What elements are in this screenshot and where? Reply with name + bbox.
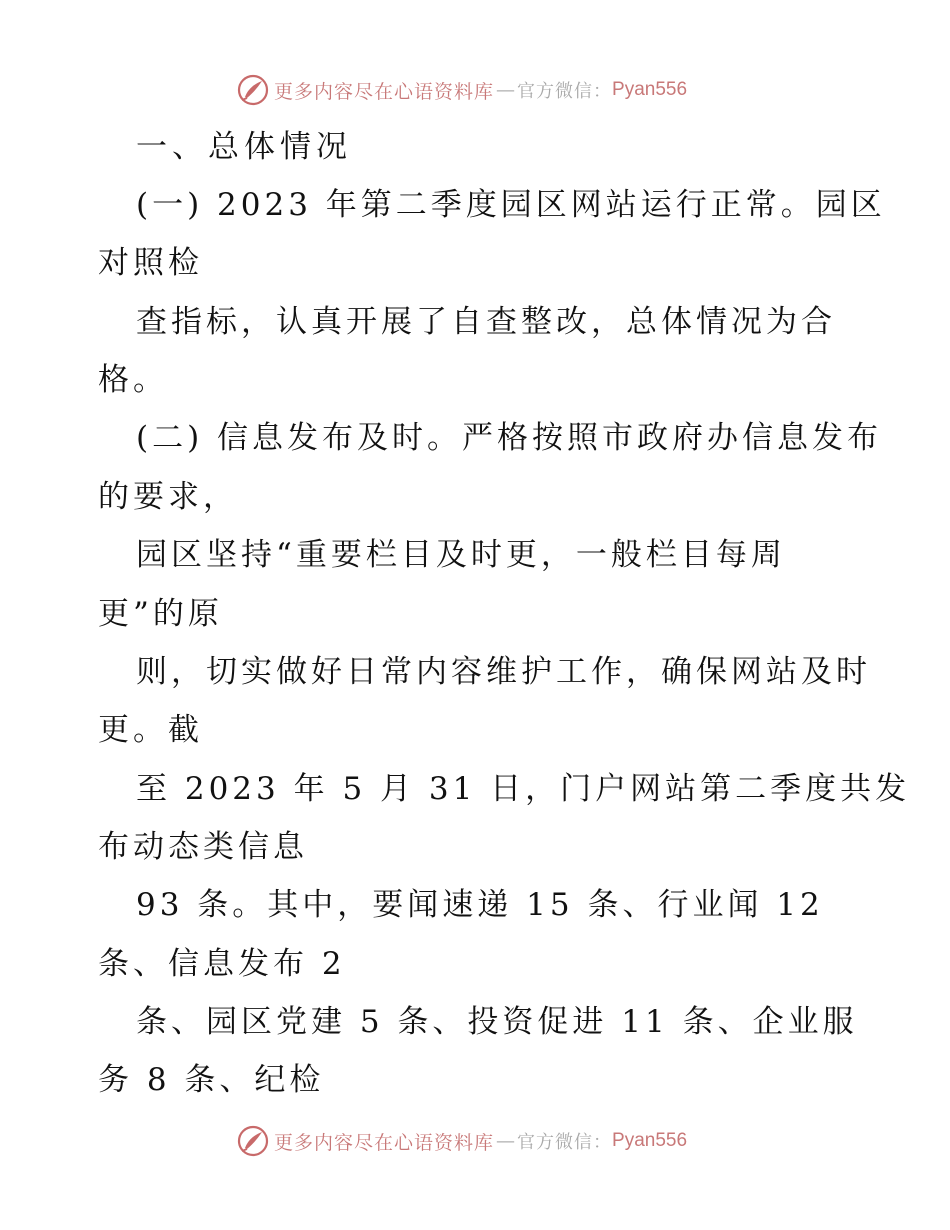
text-line: 条、信息发布 2	[98, 946, 346, 982]
text-line: 查指标，认真开展了自查整改，总体情况为合	[136, 304, 836, 340]
text-line: 93 条。其中，要闻速递 15 条、行业闻 12	[136, 887, 824, 923]
watermark-brand-text: 更多内容尽在心语资料库	[274, 1131, 495, 1154]
watermark-wechat-id: Pyan556	[612, 79, 688, 100]
section-heading: 一、总体情况	[136, 129, 352, 165]
text-line: 对照检	[98, 245, 203, 281]
text-line: (二) 信息发布及时。严格按照市政府办信息发布	[136, 420, 883, 456]
header-watermark	[236, 72, 687, 108]
text-line: 的要求，	[98, 479, 238, 515]
pen-logo-icon	[236, 73, 270, 107]
text-line: 则，切实做好日常内容维护工作，确保网站及时	[136, 654, 871, 690]
text-line: 务 8 条、纪检	[98, 1062, 325, 1098]
text-line: 更”的原	[98, 596, 223, 632]
text-line: 布动态类信息	[98, 829, 308, 865]
watermark-label: 官方微信：	[517, 81, 613, 102]
text-line: 园区坚持“重要栏目及时更，一般栏目每周	[136, 537, 786, 573]
watermark-label: 官方微信：	[517, 1132, 613, 1153]
watermark-wechat-id: Pyan556	[612, 1130, 688, 1151]
text-line: 条、园区党建 5 条、投资促进 11 条、企业服	[136, 1004, 858, 1040]
text-line: 格。	[98, 362, 168, 398]
watermark-separator: —	[496, 1130, 516, 1152]
text-line: 至 2023 年 5 月 31 日，门户网站第二季度共发	[136, 771, 911, 807]
pen-logo-icon	[236, 1124, 270, 1158]
footer-watermark	[236, 1123, 687, 1159]
text-line: 更。截	[98, 712, 203, 748]
watermark-separator: —	[496, 79, 516, 101]
watermark-brand-text: 更多内容尽在心语资料库	[274, 80, 495, 103]
text-line: (一) 2023 年第二季度园区网站运行正常。园区	[136, 187, 886, 223]
